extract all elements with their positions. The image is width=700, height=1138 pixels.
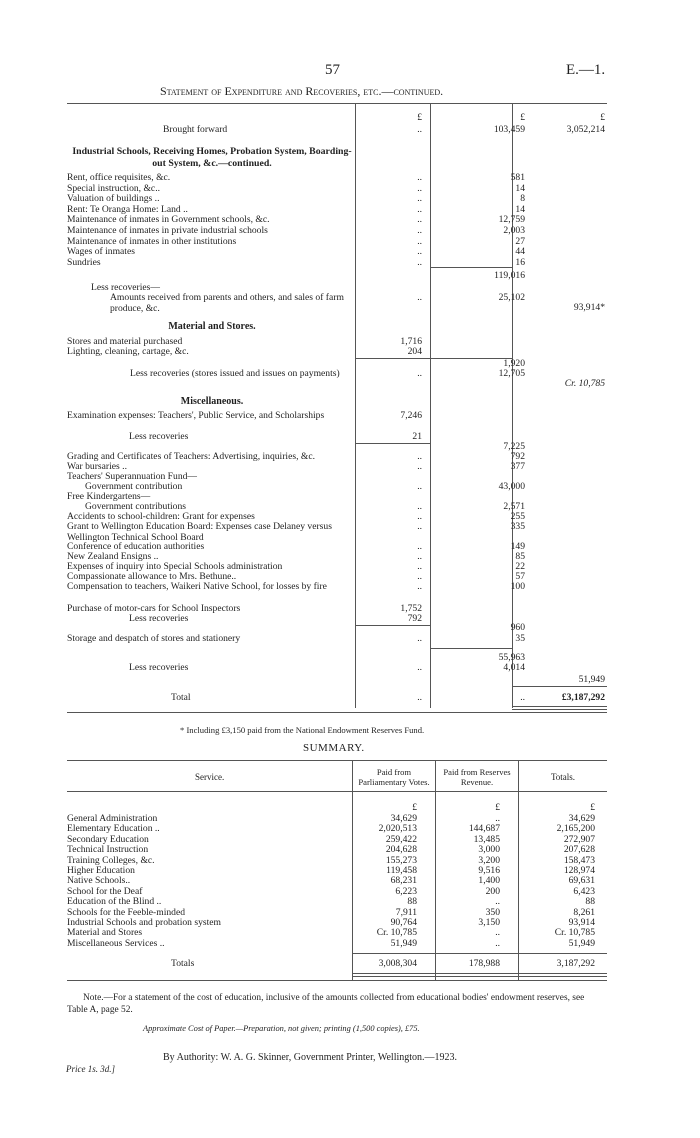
summary-row-total: 69,631 bbox=[568, 875, 595, 887]
currency-row bbox=[67, 112, 607, 123]
summary-header-totals: Totals. bbox=[550, 772, 576, 782]
material-net-row bbox=[67, 378, 607, 389]
summary-row bbox=[67, 896, 607, 907]
summary-row-reserves: 9,516 bbox=[478, 865, 500, 876]
misc-row-c1: .. bbox=[417, 571, 422, 582]
statement-row-c2: 16 bbox=[515, 256, 525, 268]
summary-row-reserves: 350 bbox=[485, 906, 500, 918]
summary-row-service: Material and Stores bbox=[67, 927, 143, 939]
summary-row-parliament: 90,764 bbox=[390, 917, 417, 928]
summary-row bbox=[67, 875, 607, 886]
document-reference: E.—1. bbox=[566, 62, 606, 78]
summary-currency-1: £ bbox=[412, 802, 417, 813]
summary-bottom-rule2 bbox=[352, 976, 607, 977]
misc-row-c1: .. bbox=[417, 481, 422, 492]
misc-row-label: Grant to Wellington Education Board: Expenses case Delaney versus Wellington Technical School Board bbox=[67, 521, 332, 543]
misc-row-c2: 255 bbox=[510, 511, 525, 522]
summary-row-reserves: 200 bbox=[485, 885, 500, 897]
summary-row bbox=[67, 834, 607, 845]
grand-total-row bbox=[67, 692, 607, 703]
summary-row-service: Technical Instruction bbox=[67, 844, 149, 856]
statement-row bbox=[67, 225, 607, 236]
exam-expenses-row bbox=[67, 410, 607, 421]
summary-totals-total: 3,187,292 bbox=[556, 958, 595, 969]
misc-recoveries-c2: 4,014 bbox=[503, 662, 525, 673]
statement-row-label: Special instruction, &c.. bbox=[67, 182, 160, 194]
grand-total-rule-top bbox=[512, 686, 607, 687]
summary-row-total: Cr. 10,785 bbox=[554, 927, 595, 939]
summary-row bbox=[67, 938, 607, 949]
currency-col2: £ bbox=[520, 112, 525, 123]
misc-row-c2: 22 bbox=[515, 561, 525, 572]
summary-row-reserves: .. bbox=[495, 813, 500, 824]
summary-row-reserves: 13,485 bbox=[473, 833, 500, 845]
section-industrial-heading: Industrial Schools, Receiving Homes, Probation System, Boarding-out System, &c.—continued. bbox=[72, 146, 352, 169]
summary-currency-2: £ bbox=[495, 802, 500, 813]
summary-row-total: 8,261 bbox=[573, 906, 595, 918]
misc-row-c1: .. bbox=[417, 551, 422, 562]
misc-recoveries-c1: .. bbox=[417, 662, 422, 673]
lighting-row bbox=[67, 346, 607, 357]
motor-recoveries-c1: 792 bbox=[407, 613, 422, 624]
material-recoveries-label: Less recoveries (stores issued and issues on payments) bbox=[130, 368, 340, 379]
summary-row-parliament: 2,020,513 bbox=[378, 823, 417, 835]
summary-totals-label: Totals bbox=[171, 958, 195, 969]
statement-row-label: Wages of inmates bbox=[67, 246, 135, 258]
material-net-value: Cr. 10,785 bbox=[564, 378, 605, 389]
statement-row bbox=[67, 193, 607, 204]
summary-row-reserves: 1,400 bbox=[478, 875, 500, 887]
material-total-value: 1,920 bbox=[503, 358, 525, 369]
summary-row-parliament: 7,911 bbox=[395, 906, 417, 918]
summary-row-reserves: 144,687 bbox=[468, 823, 500, 835]
misc-row-label: Grading and Certificates of Teachers: Advertising, inquiries, &c. bbox=[67, 451, 315, 462]
summary-row-reserves: .. bbox=[495, 937, 500, 949]
industrial-subtotal-rule bbox=[430, 267, 512, 268]
summary-row-parliament: 155,273 bbox=[385, 854, 417, 866]
statement-row-c1: .. bbox=[417, 225, 422, 236]
statement-row-label: Maintenance of inmates in Government schools, &c. bbox=[67, 214, 270, 226]
statement-row-c2: 14 bbox=[515, 182, 525, 194]
summary-row bbox=[67, 917, 607, 928]
statement-row-c1: .. bbox=[417, 214, 422, 226]
summary-currency-row bbox=[67, 802, 607, 813]
summary-row-service: Higher Education bbox=[67, 865, 135, 876]
amounts-received-c2: 25,102 bbox=[498, 292, 525, 303]
summary-row-total: 6,423 bbox=[573, 885, 595, 897]
summary-totals-parliament: 3,008,304 bbox=[378, 958, 417, 969]
misc-row-label: Compensation to teachers, Waikeri Native School, for losses by fire bbox=[67, 581, 327, 592]
grand-total-rule-bottom2 bbox=[512, 709, 607, 710]
statement-row bbox=[67, 204, 607, 215]
statement-row-c1: .. bbox=[417, 246, 422, 258]
statement-row-c2: 2,003 bbox=[503, 225, 525, 236]
statement-row bbox=[67, 257, 607, 268]
misc-recoveries-label: Less recoveries bbox=[129, 662, 189, 673]
statement-row-c1: .. bbox=[417, 193, 422, 205]
statement-row-c1: .. bbox=[417, 203, 422, 215]
cost-of-paper: Approximate Cost of Paper.—Preparation, not given; printing (1,500 copies), £75. bbox=[143, 1024, 420, 1033]
misc-row-label: New Zealand Ensigns .. bbox=[67, 551, 159, 562]
misc-total-value: 55,963 bbox=[498, 652, 525, 663]
misc-row-label: Accidents to school-children: Grant for expenses bbox=[67, 511, 255, 522]
statement-row-label: Rent, office requisites, &c. bbox=[67, 172, 171, 183]
statement-row bbox=[67, 236, 607, 247]
misc-row-label: Free Kindergartens— bbox=[67, 491, 151, 502]
summary-row-service: Schools for the Feeble-minded bbox=[67, 906, 186, 918]
brought-forward-c2: 103,459 bbox=[493, 124, 525, 135]
page-number: 57 bbox=[325, 62, 340, 78]
summary-row-service: Miscellaneous Services .. bbox=[67, 937, 165, 949]
summary-row-total: 158,473 bbox=[563, 854, 595, 866]
summary-row-parliament: 6,223 bbox=[395, 885, 417, 897]
summary-row bbox=[67, 907, 607, 918]
exam-net-value: 7,225 bbox=[503, 441, 525, 452]
less-recoveries-label: Less recoveries— bbox=[91, 282, 160, 293]
summary-totals-row bbox=[67, 958, 607, 969]
statement-row-c1: .. bbox=[417, 235, 422, 247]
stores-purchased-label: Stores and material purchased bbox=[67, 336, 183, 347]
statement-row-c1: .. bbox=[417, 182, 422, 194]
material-recoveries-c2: 12,705 bbox=[498, 368, 525, 379]
summary-header-parliament: Paid from Parliamentary Votes. bbox=[358, 767, 430, 787]
material-recoveries-c1: .. bbox=[417, 368, 422, 379]
misc-row-c1: .. bbox=[417, 521, 422, 532]
misc-row-c2: 2,571 bbox=[503, 501, 525, 512]
summary-row-parliament: 119,458 bbox=[386, 865, 417, 876]
title-rule bbox=[67, 103, 607, 104]
summary-row-service: Industrial Schools and probation system bbox=[67, 917, 222, 928]
misc-row-label: War bursaries .. bbox=[67, 461, 127, 472]
summary-row-reserves: 3,150 bbox=[478, 917, 500, 928]
summary-row-reserves: 3,200 bbox=[478, 854, 500, 866]
storage-label: Storage and despatch of stores and stationery bbox=[67, 633, 241, 644]
lighting-label: Lighting, cleaning, cartage, &c. bbox=[67, 346, 189, 357]
industrial-total-row bbox=[67, 270, 607, 281]
industrial-net-value: 93,914* bbox=[573, 302, 605, 313]
exam-recoveries-label: Less recoveries bbox=[129, 431, 189, 442]
summary-header-reserves: Paid from Reserves Revenue. bbox=[443, 767, 511, 787]
summary-row-total: 88 bbox=[585, 896, 595, 908]
amounts-received-label: Amounts received from parents and others, and sales of farm produce, &c. bbox=[110, 292, 344, 314]
misc-net-value: 51,949 bbox=[578, 674, 605, 685]
grand-total-value: £3,187,292 bbox=[561, 692, 605, 703]
summary-row-total: 34,629 bbox=[568, 813, 595, 824]
motor-cars-label: Purchase of motor-cars for School Inspectors bbox=[67, 603, 241, 614]
misc-row-c2: 377 bbox=[510, 461, 525, 472]
motor-net-value: 960 bbox=[510, 622, 525, 633]
misc-row-label: Conference of education authorities bbox=[67, 541, 205, 552]
statement-row bbox=[67, 172, 607, 183]
authority: By Authority: W. A. G. Skinner, Government Printer, Wellington.—1923. bbox=[163, 1052, 458, 1063]
summary-row-reserves: .. bbox=[495, 927, 500, 939]
motor-cars-c1: 1,752 bbox=[400, 603, 422, 614]
summary-row-reserves: 3,000 bbox=[478, 844, 500, 856]
statement-bottom-rule bbox=[67, 712, 607, 713]
summary-title: SUMMARY. bbox=[303, 742, 365, 754]
grand-total-c2: .. bbox=[520, 692, 525, 703]
statement-row-c1: .. bbox=[417, 256, 422, 268]
summary-totals-rule bbox=[352, 953, 607, 954]
storage-row bbox=[67, 633, 607, 644]
summary-row-parliament: Cr. 10,785 bbox=[376, 927, 417, 939]
footnote: * Including £3,150 paid from the National Endowment Reserves Fund. bbox=[180, 725, 425, 735]
summary-header-service: Service. bbox=[195, 772, 225, 782]
summary-row-parliament: 88 bbox=[407, 896, 417, 908]
grand-total-c1: .. bbox=[417, 692, 422, 703]
summary-row-service: Education of the Blind .. bbox=[67, 896, 162, 908]
statement-row-c2: 27 bbox=[515, 235, 525, 247]
summary-row-parliament: 259,422 bbox=[385, 833, 417, 845]
brought-forward-label: Brought forward bbox=[163, 124, 228, 135]
section-misc-heading: Miscellaneous. bbox=[180, 396, 244, 407]
misc-row-c2: 43,000 bbox=[498, 481, 525, 492]
storage-c1: .. bbox=[417, 633, 422, 644]
price: Price 1s. 3d.] bbox=[66, 1064, 115, 1074]
summary-row bbox=[67, 813, 607, 824]
summary-row-service: General Administration bbox=[67, 813, 158, 824]
misc-row-c2: 100 bbox=[510, 581, 525, 592]
summary-row-service: Native Schools.. bbox=[67, 875, 131, 887]
misc-recoveries-row bbox=[67, 662, 607, 673]
summary-row-total: 128,974 bbox=[563, 865, 595, 876]
industrial-net-row bbox=[67, 302, 607, 313]
summary-row-parliament: 34,629 bbox=[390, 813, 417, 824]
misc-row-label: Compassionate allowance to Mrs. Bethune.. bbox=[67, 571, 237, 582]
amounts-received-c1: .. bbox=[417, 292, 422, 303]
industrial-total-value: 119,016 bbox=[494, 270, 525, 281]
misc-row-c2: 335 bbox=[510, 521, 525, 532]
statement-row-label: Sundries bbox=[67, 256, 101, 268]
misc-row-c1: .. bbox=[417, 581, 422, 592]
note: Note.—For a statement of the cost of education, inclusive of the amounts collected from educational bodies' endowment reserves, see Table A, page 52. bbox=[67, 993, 585, 1015]
statement-row bbox=[67, 246, 607, 257]
misc-row-label: Teachers' Superannuation Fund— bbox=[67, 471, 198, 482]
summary-row-service: Secondary Education bbox=[67, 833, 149, 845]
statement-row-label: Maintenance of inmates in private industrial schools bbox=[67, 225, 268, 236]
statement-row bbox=[67, 183, 607, 194]
lighting-c1: 204 bbox=[407, 346, 422, 357]
summary-row-total: 2,165,200 bbox=[556, 823, 595, 835]
exam-expenses-label: Examination expenses: Teachers', Public Service, and Scholarships bbox=[67, 410, 325, 421]
storage-c2: 35 bbox=[515, 633, 525, 644]
statement-row-c2: 14 bbox=[515, 203, 525, 215]
summary-row-parliament: 68,231 bbox=[390, 875, 417, 887]
statement-row bbox=[67, 214, 607, 225]
summary-row-total: 51,949 bbox=[568, 937, 595, 949]
exam-recoveries-c1: 21 bbox=[412, 431, 422, 442]
misc-row-c2: 85 bbox=[515, 551, 525, 562]
brought-forward-c1: .. bbox=[417, 124, 422, 135]
statement-title: Statement of Expenditure and Recoveries, etc.—continued. bbox=[160, 84, 444, 98]
summary-row bbox=[67, 927, 607, 938]
statement-row-label: Maintenance of inmates in other institutions bbox=[67, 235, 237, 247]
summary-row bbox=[67, 823, 607, 834]
misc-row-c1: .. bbox=[417, 461, 422, 472]
misc-row-c1: .. bbox=[417, 541, 422, 552]
summary-top-rule bbox=[67, 760, 607, 761]
exam-expenses-c1: 7,246 bbox=[400, 410, 422, 421]
summary-row bbox=[67, 844, 607, 855]
stores-purchased-c1: 1,716 bbox=[400, 336, 422, 347]
statement-row-c2: 8 bbox=[520, 193, 525, 205]
statement-row-c2: 44 bbox=[515, 246, 525, 258]
summary-row-total: 272,907 bbox=[563, 833, 595, 845]
statement-row-c2: 12,759 bbox=[498, 214, 525, 226]
misc-subtotal-rule bbox=[430, 648, 512, 649]
misc-row-c1: .. bbox=[417, 511, 422, 522]
summary-row-service: School for the Deaf bbox=[67, 885, 143, 897]
summary-bottom-rule bbox=[352, 973, 607, 974]
misc-row-label: Government contribution bbox=[85, 481, 183, 492]
summary-totals-reserves: 178,988 bbox=[468, 958, 500, 969]
misc-row bbox=[67, 521, 607, 543]
grand-total-label: Total bbox=[171, 692, 191, 703]
summary-row-total: 207,628 bbox=[563, 844, 595, 856]
motor-recoveries-label: Less recoveries bbox=[129, 613, 189, 624]
grand-total-rule-bottom bbox=[512, 706, 607, 707]
statement-row-c2: 581 bbox=[510, 172, 525, 183]
brought-forward-row bbox=[67, 124, 607, 135]
summary-row bbox=[67, 865, 607, 876]
misc-row-label: Expenses of inquiry into Special Schools administration bbox=[67, 561, 283, 572]
summary-row-parliament: 51,949 bbox=[390, 937, 417, 949]
summary-row-service: Elementary Education .. bbox=[67, 823, 160, 835]
currency-col3: £ bbox=[600, 112, 605, 123]
section-material-heading: Material and Stores. bbox=[168, 321, 256, 332]
summary-row-reserves: .. bbox=[495, 896, 500, 908]
statement-row-label: Valuation of buildings .. bbox=[67, 193, 160, 205]
motor-net-row bbox=[67, 622, 607, 633]
misc-row-c1: .. bbox=[417, 501, 422, 512]
misc-row-c1: .. bbox=[417, 451, 422, 462]
summary-currency-3: £ bbox=[590, 802, 595, 813]
misc-net-row bbox=[67, 674, 607, 685]
currency-col1: £ bbox=[417, 112, 422, 123]
summary-row-parliament: 204,628 bbox=[385, 844, 417, 856]
misc-row-label: Government contributions bbox=[85, 501, 186, 512]
brought-forward-c3: 3,052,214 bbox=[566, 124, 605, 135]
summary-header-rule bbox=[67, 791, 607, 792]
summary-row bbox=[67, 886, 607, 897]
misc-row bbox=[67, 581, 607, 592]
statement-row-c1: .. bbox=[417, 172, 422, 183]
misc-row-c2: 149 bbox=[510, 541, 525, 552]
statement-row-label: Rent: Te Oranga Home: Land .. bbox=[67, 203, 188, 215]
summary-row-total: 93,914 bbox=[568, 917, 595, 928]
summary-end-rule bbox=[67, 980, 607, 981]
misc-row-c1: .. bbox=[417, 561, 422, 572]
summary-row-service: Training Colleges, &c. bbox=[67, 854, 155, 866]
misc-row-c2: 57 bbox=[515, 571, 525, 582]
misc-row-c2: 792 bbox=[510, 451, 525, 462]
summary-row bbox=[67, 855, 607, 866]
